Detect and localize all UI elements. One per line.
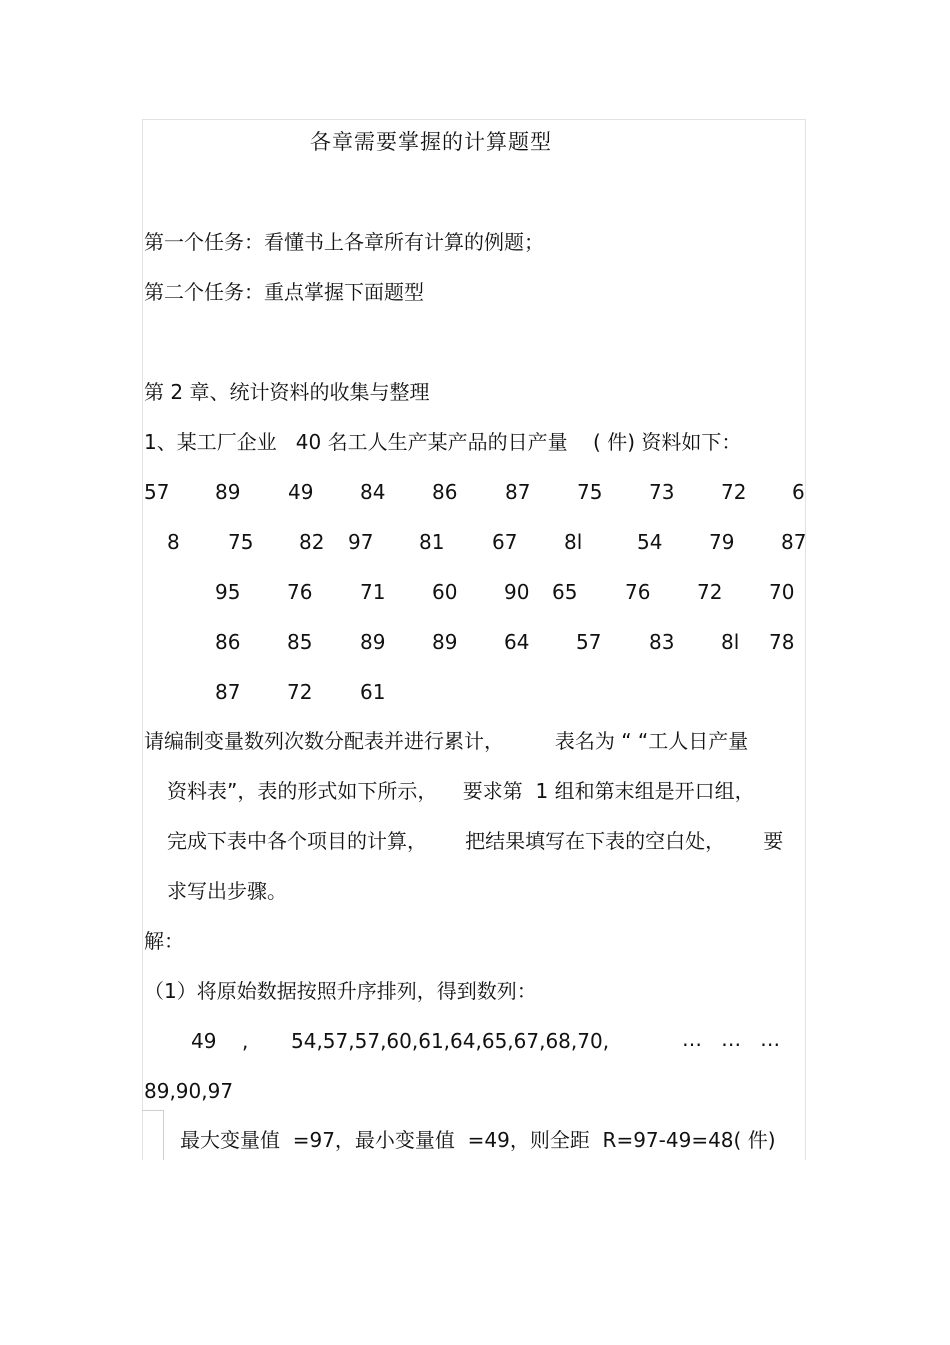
solution-label: 解： (144, 929, 184, 953)
data-value: 8l (564, 530, 583, 554)
data-value: 57 (576, 630, 602, 654)
data-value: 89 (215, 480, 241, 504)
data-value: 75 (228, 530, 254, 554)
data-value: 49 (288, 480, 314, 504)
chapter-heading: 第 2 章、统计资料的收集与整理 (144, 380, 430, 404)
data-value: 87 (215, 680, 241, 704)
data-value: 76 (625, 580, 651, 604)
data-value: 95 (215, 580, 241, 604)
requirement-line: 完成下表中各个项目的计算， 把结果填写在下表的空白处， 要 (167, 829, 784, 853)
data-value: 85 (287, 630, 313, 654)
data-value: 83 (649, 630, 675, 654)
problem-intro: 1、某工厂企业 40 名工人生产某产品的日产量 ( 件) 资料如下： (144, 430, 742, 454)
data-value: 89 (360, 630, 386, 654)
task-2: 第二个任务：重点掌握下面题型 (144, 280, 424, 304)
sorted-first-value: 49 (191, 1029, 217, 1053)
data-value: 72 (697, 580, 723, 604)
data-value: 73 (649, 480, 675, 504)
page-frame (142, 119, 806, 1160)
range-calculation: 最大变量值 =97，最小变量值 =49，则全距 R=97-49=48( 件) (180, 1128, 776, 1152)
sorted-separator: , (242, 1029, 249, 1053)
sorted-sequence-end: 89,90,97 (144, 1079, 234, 1103)
data-value: 78 (769, 630, 795, 654)
data-value: 6 (792, 480, 805, 504)
data-value: 64 (504, 630, 530, 654)
data-value: 75 (577, 480, 603, 504)
sorted-ellipsis: … … … (682, 1027, 781, 1051)
task-1: 第一个任务：看懂书上各章所有计算的例题； (144, 230, 544, 254)
data-value: 65 (552, 580, 578, 604)
data-value: 8 (167, 530, 180, 554)
data-value: 71 (360, 580, 386, 604)
data-value: 90 (504, 580, 530, 604)
data-value: 61 (360, 680, 386, 704)
data-value: 79 (709, 530, 735, 554)
data-value: 70 (769, 580, 795, 604)
sorted-sequence: 54,57,57,60,61,64,65,67,68,70, (291, 1029, 610, 1053)
data-value: 72 (721, 480, 747, 504)
table-corner-line (142, 1110, 164, 1160)
data-value: 87 (505, 480, 531, 504)
data-value: 57 (144, 480, 170, 504)
document-title: 各章需要掌握的计算题型 (310, 130, 552, 154)
data-value: 76 (287, 580, 313, 604)
data-value: 81 (419, 530, 445, 554)
data-value: 87 (781, 530, 807, 554)
data-value: 86 (432, 480, 458, 504)
data-value: 67 (492, 530, 518, 554)
data-value: 8l (721, 630, 740, 654)
data-value: 72 (287, 680, 313, 704)
data-value: 54 (637, 530, 663, 554)
data-value: 89 (432, 630, 458, 654)
data-value: 82 (299, 530, 325, 554)
data-value: 86 (215, 630, 241, 654)
data-value: 84 (360, 480, 386, 504)
requirement-line: 资料表”，表的形式如下所示， 要求第 1 组和第末组是开口组， (167, 779, 755, 803)
data-value: 60 (432, 580, 458, 604)
solution-step-1: （1）将原始数据按照升序排列，得到数列： (144, 979, 537, 1003)
requirement-line: 求写出步骤。 (167, 879, 287, 903)
requirement-line: 请编制变量数列次数分配表并进行累计， 表名为 “ “工人日产量 (144, 729, 749, 753)
data-value: 97 (348, 530, 374, 554)
